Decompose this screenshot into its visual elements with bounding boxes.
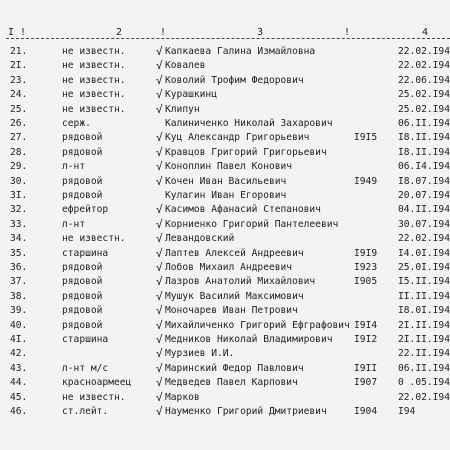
- row-date: 25.02.I94: [398, 89, 450, 101]
- row-number: 39.: [10, 305, 28, 317]
- row-rank: рядовой: [62, 190, 103, 201]
- row-name: Науменко Григорий Дмитриевич: [165, 406, 327, 417]
- table-row: [0, 391, 450, 404]
- row-number: 33.: [10, 218, 28, 230]
- row-number: 26.: [10, 118, 28, 129]
- check-mark: √: [156, 131, 163, 145]
- table-row: [0, 131, 450, 144]
- row-date: 22.06.I94: [398, 74, 450, 86]
- row-rank: рядовой: [62, 132, 103, 144]
- check-mark: √: [156, 261, 163, 274]
- table-row: [0, 333, 450, 346]
- row-number: 42.: [10, 348, 28, 360]
- row-date: 22.02.I94: [398, 391, 450, 403]
- row-birth-year: I923: [354, 262, 378, 273]
- table-row: [0, 203, 450, 216]
- table-row: [0, 189, 450, 202]
- row-number: 29.: [10, 161, 28, 173]
- header-col-3: 3: [257, 27, 264, 38]
- table-row: [0, 275, 450, 288]
- row-date: 20.07.I94: [398, 190, 450, 201]
- row-date: II.II.I94: [398, 290, 450, 302]
- row-name: Лаптев Алексей Андреевич: [165, 247, 304, 259]
- row-rank: рядовой: [62, 262, 103, 273]
- row-rank: рядовой: [62, 146, 103, 158]
- row-name: Кочен Иван Васильевич: [165, 175, 287, 187]
- row-number: 32.: [10, 204, 28, 216]
- check-mark: √: [156, 361, 163, 375]
- row-date: I8.II.I94: [398, 146, 450, 158]
- row-date: I8.0I.I94: [398, 305, 450, 317]
- row-name: Кулагин Иван Егорович: [165, 190, 287, 201]
- row-rank: не известн.: [62, 46, 126, 57]
- row-number: 38.: [10, 290, 28, 302]
- row-birth-year: I904: [354, 406, 378, 417]
- check-mark: √: [156, 73, 163, 87]
- table-row: [0, 405, 450, 418]
- row-birth-year: I905: [354, 276, 378, 288]
- row-rank: старшина: [62, 247, 109, 259]
- check-mark: √: [156, 203, 163, 217]
- row-number: 2I.: [10, 60, 28, 72]
- row-date: I94: [398, 406, 416, 417]
- check-mark: √: [156, 217, 163, 231]
- table-row: [0, 218, 450, 231]
- row-rank: л-нт м/с: [62, 362, 109, 374]
- check-mark: √: [156, 145, 163, 159]
- row-name: Коноплин Павел Конович: [165, 161, 293, 173]
- row-name: Капкаева Галина Измайловна: [165, 46, 316, 57]
- row-rank: красноармеец: [62, 377, 132, 389]
- table-row: [0, 247, 450, 260]
- row-date: I4.0I.I94: [398, 247, 450, 259]
- table-row: [0, 88, 450, 101]
- header-sep-2: !: [160, 27, 167, 38]
- row-birth-year: I9I5: [354, 132, 378, 144]
- row-number: 46.: [10, 406, 28, 417]
- row-date: 2I.II.I94: [398, 319, 450, 331]
- row-rank: рядовой: [62, 319, 103, 331]
- row-number: 37.: [10, 276, 28, 288]
- table-row: [0, 146, 450, 159]
- check-mark: √: [156, 88, 163, 102]
- check-mark: √: [156, 160, 163, 174]
- row-name: Моночарев Иван Петрович: [165, 305, 298, 317]
- row-date: I8.II.I94: [398, 132, 450, 144]
- check-mark: √: [156, 304, 163, 318]
- row-number: 21.: [10, 46, 28, 57]
- row-name: Мурзиев И.И.: [165, 348, 235, 360]
- table-row: [0, 362, 450, 375]
- row-number: 28.: [10, 146, 28, 158]
- row-number: 24.: [10, 89, 28, 101]
- table-row: [0, 347, 450, 360]
- row-name: Лобов Михаил Андреевич: [165, 262, 293, 273]
- row-rank: не известн.: [62, 74, 126, 86]
- row-number: 23.: [10, 74, 28, 86]
- row-date: 06.I4.I94: [398, 161, 450, 173]
- check-mark: √: [156, 246, 163, 260]
- row-date: I8.07.I94: [398, 175, 450, 187]
- check-mark: √: [156, 318, 163, 332]
- row-date: 2I.II.I94: [398, 334, 450, 345]
- row-rank: серж.: [62, 118, 91, 129]
- check-mark: √: [156, 174, 163, 188]
- row-rank: не известн.: [62, 103, 126, 115]
- table-row: [0, 160, 450, 173]
- check-mark: √: [156, 390, 163, 404]
- row-number: 4I.: [10, 334, 28, 345]
- row-rank: не известн.: [62, 60, 126, 72]
- check-mark: √: [156, 275, 163, 289]
- table-row: [0, 376, 450, 389]
- row-number: 40.: [10, 319, 28, 331]
- table-row: [0, 175, 450, 188]
- row-number: 44.: [10, 377, 28, 389]
- check-mark: √: [156, 347, 163, 361]
- table-row: [0, 117, 450, 130]
- row-name: Медведев Павел Карпович: [165, 377, 298, 389]
- row-name: Маринский Федор Павлович: [165, 362, 304, 374]
- row-date: 25.02.I94: [398, 103, 450, 115]
- header-sep-3: !: [344, 27, 351, 38]
- row-rank: ст.лейт.: [62, 406, 109, 417]
- check-mark: √: [156, 102, 163, 116]
- row-date: 25.0I.I94: [398, 262, 450, 273]
- table-row: [0, 74, 450, 87]
- row-name: Лазров Анатолий Михайлович: [165, 276, 316, 288]
- row-name: Корниенко Григорий Пантелеевич: [165, 218, 339, 230]
- row-name: Кравцов Григорий Григорьевич: [165, 146, 327, 158]
- row-number: 35.: [10, 247, 28, 259]
- table-row: [0, 261, 450, 274]
- check-mark: √: [156, 376, 163, 390]
- header-col-2: 2: [116, 27, 123, 38]
- row-birth-year: I9I9: [354, 247, 378, 259]
- row-date: 30.07.I94: [398, 218, 450, 230]
- row-date: 22.02.I94: [398, 46, 450, 57]
- row-name: Мушук Василий Максимович: [165, 290, 304, 302]
- row-name: Курашкинц: [165, 89, 217, 101]
- table-row: [0, 232, 450, 245]
- table-row: [0, 103, 450, 116]
- row-name: Куц Александр Григорьевич: [165, 132, 310, 144]
- row-number: 3I.: [10, 190, 28, 201]
- row-number: 36.: [10, 262, 28, 273]
- header-col-4: 4: [422, 27, 429, 38]
- row-rank: не известн.: [62, 89, 126, 101]
- row-name: Медников Николай Владимирович: [165, 334, 333, 345]
- row-name: Марков: [165, 391, 200, 403]
- check-mark: √: [156, 333, 163, 346]
- row-birth-year: I907: [354, 377, 378, 389]
- row-date: 0 .05.I94: [398, 377, 450, 389]
- row-rank: л-нт: [62, 161, 86, 173]
- row-name: Левандовский: [165, 233, 235, 245]
- row-rank: ефрейтор: [62, 204, 109, 216]
- row-number: 30.: [10, 175, 28, 187]
- header-sep-1: !: [20, 27, 27, 38]
- row-rank: рядовой: [62, 290, 103, 302]
- row-date: 06.II.I94: [398, 118, 450, 129]
- row-birth-year: I9I4: [354, 319, 378, 331]
- row-name: Калиниченко Николай Захарович: [165, 118, 333, 129]
- row-rank: рядовой: [62, 305, 103, 317]
- row-birth-year: I9I2: [354, 334, 378, 345]
- header-col-1: I: [8, 27, 15, 38]
- row-number: 25.: [10, 103, 28, 115]
- row-number: 27.: [10, 132, 28, 144]
- row-date: 22.02.I94: [398, 60, 450, 72]
- row-name: Михайличенко Григорий Ефграфович: [165, 319, 350, 331]
- header-divider: [6, 38, 450, 39]
- row-date: 06.II.I94: [398, 362, 450, 374]
- row-rank: рядовой: [62, 175, 103, 187]
- row-number: 34.: [10, 233, 28, 245]
- row-date: 22.II.I94: [398, 348, 450, 360]
- table-row: [0, 319, 450, 332]
- table-row: [0, 290, 450, 303]
- check-mark: √: [156, 59, 163, 73]
- row-name: Ковалев: [165, 60, 206, 72]
- row-name: Клипун: [165, 103, 200, 115]
- check-mark: √: [156, 45, 163, 58]
- check-mark: √: [156, 405, 163, 418]
- row-name: Касимов Афанасий Степанович: [165, 204, 321, 216]
- row-number: 45.: [10, 391, 28, 403]
- row-number: 43.: [10, 362, 28, 374]
- row-date: I5.II.I94: [398, 276, 450, 288]
- row-date: 04.II.I94: [398, 204, 450, 216]
- row-rank: старшина: [62, 334, 109, 345]
- row-birth-year: I9II: [354, 362, 378, 374]
- row-rank: не известн.: [62, 391, 126, 403]
- row-rank: не известн.: [62, 233, 126, 245]
- check-mark: √: [156, 232, 163, 246]
- table-row: [0, 304, 450, 317]
- row-birth-year: I949: [354, 175, 378, 187]
- table-row: [0, 59, 450, 72]
- row-rank: л-нт: [62, 218, 86, 230]
- row-name: Коволий Трофим Федорович: [165, 74, 304, 86]
- row-rank: рядовой: [62, 276, 103, 288]
- table-row: [0, 45, 450, 58]
- row-date: 22.02.I94: [398, 233, 450, 245]
- check-mark: √: [156, 289, 163, 303]
